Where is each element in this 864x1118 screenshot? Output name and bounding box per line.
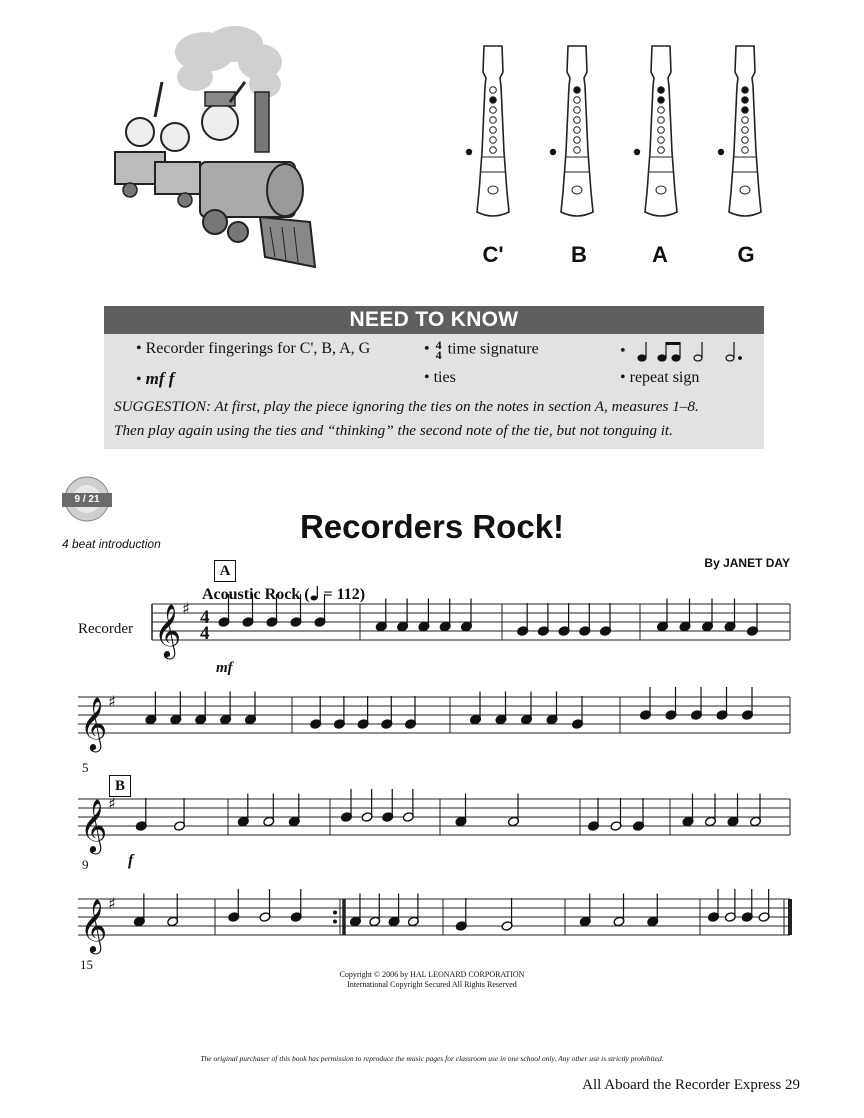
fingering-label-g: G xyxy=(737,242,755,267)
treble-clef-icon: 𝄞 xyxy=(154,603,182,657)
cd-track-badge: 9 / 21 xyxy=(62,493,112,507)
sharp-icon: ♯ xyxy=(108,692,116,711)
suggestion-line-1: SUGGESTION: At first, play the piece ignoring the ties on the notes in section A, measures 1–8. xyxy=(114,398,699,415)
sharp-icon: ♯ xyxy=(108,794,116,813)
treble-clef-icon: 𝄞 xyxy=(80,798,108,852)
tempo-marking: Acoustic Rock ( = 112) xyxy=(202,586,366,603)
rehearsal-mark-b: B xyxy=(109,775,131,797)
treble-clef-icon: 𝄞 xyxy=(80,898,108,952)
fingering-label-a: A xyxy=(652,242,668,267)
fingering-label-c: C' xyxy=(482,242,504,267)
measure-number-15: 15 xyxy=(80,957,93,972)
ntk-item-dynamics: • mf f xyxy=(136,369,175,388)
dynamic-mf-f: mf f xyxy=(145,369,175,388)
ntk-item-fingerings: • Recorder fingerings for C', B, A, G xyxy=(136,340,371,357)
fingering-label-b: B xyxy=(571,242,587,267)
permission-notice: The original purchaser of this book has permission to reproduce the music pages for classroom use in one school only. Any other use is strictly prohibited. xyxy=(200,1054,664,1063)
measure-number-9: 9 xyxy=(82,857,89,872)
ntk-item-repeat-sign: • repeat sign xyxy=(620,369,700,386)
page-footer: All Aboard the Recorder Express 29 xyxy=(582,1077,800,1093)
suggestion-line-2: Then play again using the ties and “thinking” the second note of the tie, but not tonguing it. xyxy=(114,422,673,439)
staff-1 xyxy=(152,594,790,659)
instrument-label: Recorder xyxy=(78,621,133,637)
dynamic-f: f xyxy=(128,852,134,869)
need-to-know-header: NEED TO KNOW xyxy=(104,306,764,334)
song-title: Recorders Rock! xyxy=(299,508,565,545)
sharp-icon: ♯ xyxy=(108,894,116,913)
intro-text: 4 beat introduction xyxy=(62,537,161,551)
measure-number-5: 5 xyxy=(82,760,89,775)
ntk-item-time-signature: • 4 4 time signature xyxy=(424,338,539,362)
treble-clef-icon: 𝄞 xyxy=(80,696,108,750)
staff-2 xyxy=(78,687,790,752)
staff-4 xyxy=(78,889,790,954)
sharp-icon: ♯ xyxy=(182,599,190,618)
ntk-item-note-values: • xyxy=(620,340,755,364)
composer: By JANET DAY xyxy=(704,556,790,570)
dynamic-mf: mf xyxy=(216,660,233,676)
ntk-item-ties: • ties xyxy=(424,369,456,386)
rehearsal-mark-a: A xyxy=(214,560,236,582)
staff-3 xyxy=(78,789,790,854)
copyright: Copyright © 2006 by HAL LEONARD CORPORATION International Copyright Secured All Rights Reserved xyxy=(339,970,525,989)
time-signature: 4 4 xyxy=(200,607,210,644)
time-signature-icon: 4 4 xyxy=(435,338,442,362)
